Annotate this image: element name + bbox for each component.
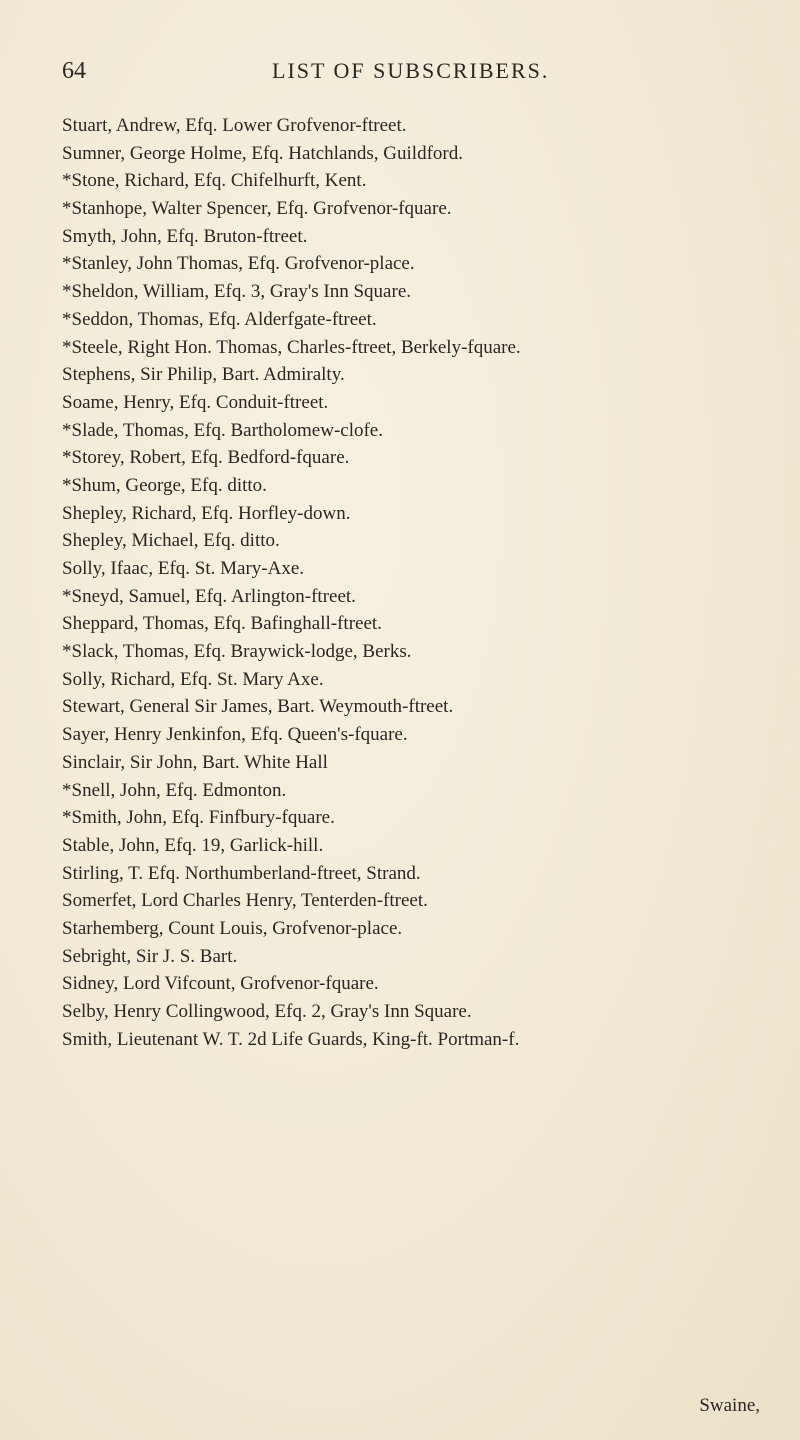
subscriber-entry: Sinclair, Sir John, Bart. White Hall	[62, 751, 328, 773]
subscriber-entry: Selby, Henry Collingwood, Efq. 2, Gray's Inn Square.	[62, 1001, 472, 1022]
subscriber-entry: *Snell, John, Efq. Edmonton.	[62, 779, 287, 801]
page-number: 64	[62, 58, 86, 84]
subscriber-list	[62, 112, 782, 1053]
subscriber-entry: *Seddon, Thomas, Efq. Alderfgate-ftreet.	[62, 308, 377, 330]
subscriber-entry: Solly, Ifaac, Efq. St. Mary-Axe.	[62, 558, 305, 579]
subscriber-entry: Smyth, John, Efq. Bruton-ftreet.	[62, 225, 308, 247]
subscriber-entry: Sayer, Henry Jenkinfon, Efq. Queen's-fquare.	[62, 724, 408, 746]
subscriber-entry: *Stone, Richard, Efq. Chifelhurft, Kent.	[62, 170, 367, 192]
subscriber-entry: Solly, Richard, Efq. St. Mary Axe.	[62, 668, 324, 690]
subscriber-entry: Somerfet, Lord Charles Henry, Tenterden-ftreet.	[62, 890, 428, 912]
subscriber-entry: *Sheldon, William, Efq. 3, Gray's Inn Square.	[62, 281, 412, 303]
running-head: LIST OF SUBSCRIBERS.	[272, 58, 550, 83]
subscriber-entry: *Slade, Thomas, Efq. Bartholomew-clofe.	[62, 419, 383, 441]
subscriber-entry: Sidney, Lord Vifcount, Grofvenor-fquare.	[62, 973, 379, 995]
subscriber-entry: Sebright, Sir J. S. Bart.	[62, 945, 238, 967]
subscriber-entry: *Steele, Right Hon. Thomas, Charles-ftreet, Berkely-fquare.	[62, 336, 521, 358]
subscriber-entry: Starhemberg, Count Louis, Grofvenor-place.	[62, 917, 403, 939]
subscriber-entry: Stuart, Andrew, Efq. Lower Grofvenor-ftreet.	[62, 115, 407, 136]
subscriber-entry: *Sneyd, Samuel, Efq. Arlington-ftreet.	[62, 585, 356, 607]
subscriber-entry: Stirling, T. Efq. Northumberland-ftreet, Strand.	[62, 862, 421, 884]
subscriber-entry: Smith, Lieutenant W. T. 2d Life Guards, King-ft. Portman-f.	[62, 1028, 520, 1050]
subscriber-entry: Stable, John, Efq. 19, Garlick-hill.	[62, 834, 324, 856]
subscriber-entry: Shepley, Michael, Efq. ditto.	[62, 530, 280, 552]
subscriber-entry: Sumner, George Holme, Efq. Hatchlands, Guildford.	[62, 142, 463, 164]
page-header	[62, 52, 762, 92]
subscriber-entry: Stephens, Sir Philip, Bart. Admiralty.	[62, 364, 345, 386]
subscriber-entry: *Smith, John, Efq. Finfbury-fquare.	[62, 807, 335, 829]
subscriber-entry: *Stanhope, Walter Spencer, Efq. Grofvenor-fquare.	[62, 198, 452, 220]
subscriber-entry: *Storey, Robert, Efq. Bedford-fquare.	[62, 447, 350, 469]
subscriber-entry: Soame, Henry, Efq. Conduit-ftreet.	[62, 391, 329, 413]
subscriber-entry: *Stanley, John Thomas, Efq. Grofvenor-place.	[62, 253, 415, 275]
subscriber-entry: Stewart, General Sir James, Bart. Weymouth-ftreet.	[62, 696, 454, 718]
subscriber-entry: *Shum, George, Efq. ditto.	[62, 474, 267, 496]
subscriber-entry: Sheppard, Thomas, Efq. Bafinghall-ftreet.	[62, 613, 382, 635]
subscriber-entry: Shepley, Richard, Efq. Horfley-down.	[62, 502, 351, 524]
catchword: Swaine,	[699, 1395, 760, 1416]
subscriber-entry: *Slack, Thomas, Efq. Braywick-lodge, Berks.	[62, 641, 412, 663]
